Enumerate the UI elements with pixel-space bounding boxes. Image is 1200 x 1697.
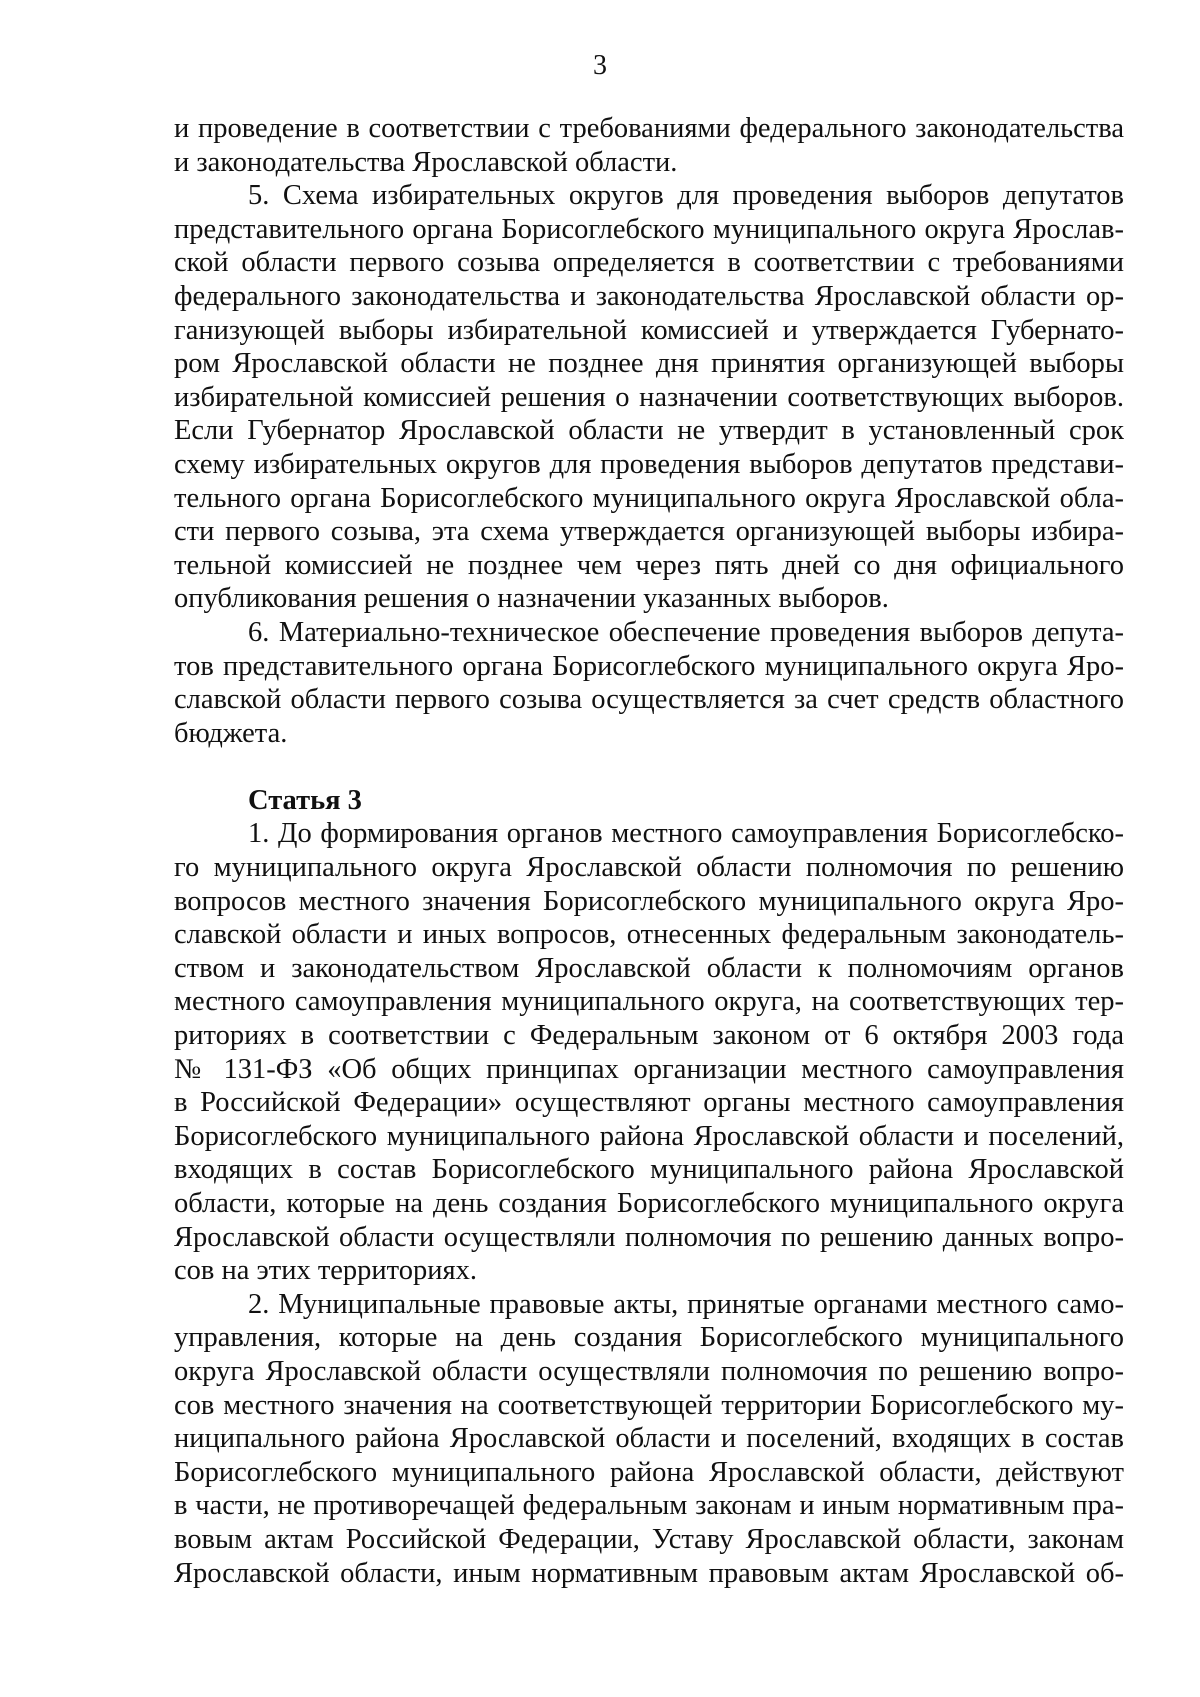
text-line: ством и законодательством Ярославской области к полномочиям органов [174, 952, 1124, 984]
article-heading: Статья 3 [248, 784, 362, 816]
text-line: в части, не противоречащей федеральным законам и иным нормативным пра- [174, 1490, 1124, 1522]
article-3-point-2 [174, 1288, 1124, 1590]
paragraph-point-6 [174, 616, 1124, 750]
article-3-point-1 [174, 817, 1124, 1287]
text-line: и проведение в соответствии с требованиями федерального законодательства [174, 113, 1124, 144]
text-line: тельной комиссией не позднее чем через пять дней со дня официального [174, 549, 1124, 581]
text-line: славской области первого созыва осуществляется за счет средств областного [174, 684, 1124, 716]
text-line: вовым актам Российской Федерации, Уставу Ярославской области, законам [174, 1523, 1124, 1555]
text-line: и законодательства Ярославской области. [174, 146, 678, 178]
text-line: ганизующей выборы избирательной комиссией и утверждается Губернато- [174, 314, 1124, 346]
text-line: ниципального района Ярославской области и поселений, входящих в состав [174, 1423, 1124, 1455]
text-line: 6. Материально-техническое обеспечение проведения выборов депута- [248, 616, 1124, 648]
text-line: тельного органа Борисоглебского муниципального округа Ярославской обла- [174, 482, 1124, 514]
document-body [174, 112, 1124, 1590]
text-line: Ярославской области, иным нормативным правовым актам Ярославской об- [174, 1557, 1124, 1589]
text-line: вопросов местного значения Борисоглебского муниципального округа Яро- [174, 885, 1124, 917]
page-number: 3 [593, 50, 607, 81]
text-line: Если Губернатор Ярославской области не утвердит в установленный срок [174, 415, 1124, 447]
text-line: сов местного значения на соответствующей территории Борисоглебского му- [174, 1389, 1124, 1421]
text-line: тов представительного органа Борисоглебского муниципального округа Яро- [174, 650, 1124, 682]
text-line: ской области первого созыва определяется в соответствии с требованиями [174, 247, 1124, 279]
text-line: го муниципального округа Ярославской области полномочия по решению [174, 852, 1124, 884]
text-line: сти первого созыва, эта схема утверждается организующей выборы избира- [174, 516, 1124, 548]
text-line: опубликования решения о назначении указанных выборов. [174, 583, 889, 615]
text-line: Ярославской области осуществляли полномочия по решению данных вопро- [174, 1221, 1124, 1253]
text-line: представительного органа Борисоглебского муниципального округа Ярослав- [174, 213, 1124, 245]
text-line: бюджета. [174, 717, 288, 749]
paragraph-point-5 [174, 179, 1124, 616]
text-line: 5. Схема избирательных округов для проведения выборов депутатов [248, 180, 1124, 212]
text-line: области, которые на день создания Борисоглебского муниципального округа [174, 1188, 1124, 1219]
text-line: избирательной комиссией решения о назначении соответствующих выборов. [174, 381, 1124, 413]
text-line: 1. До формирования органов местного самоуправления Борисоглебско- [248, 818, 1124, 850]
text-line: Борисоглебского муниципального района Ярославской области и поселений, [174, 1120, 1124, 1152]
text-line: 2. Муниципальные правовые акты, принятые органами местного само- [248, 1288, 1124, 1320]
text-line: Борисоглебского муниципального района Ярославской области, действуют [174, 1456, 1124, 1488]
text-line: риториях в соответствии с Федеральным законом от 6 октября 2003 года [174, 1020, 1124, 1052]
text-line: славской области и иных вопросов, отнесенных федеральным законодатель- [174, 919, 1124, 951]
text-line: округа Ярославской области осуществляли полномочия по решению вопро- [174, 1355, 1124, 1387]
text-line: № 131-ФЗ «Об общих принципах организации местного самоуправления [174, 1053, 1124, 1085]
text-line: в Российской Федерации» осуществляют органы местного самоуправления [174, 1087, 1124, 1119]
text-line: управления, которые на день создания Борисоглебского муниципального [174, 1322, 1124, 1354]
text-line: ром Ярославской области не позднее дня принятия организующей выборы [174, 348, 1124, 380]
text-line: местного самоуправления муниципального округа, на соответствующих тер- [174, 986, 1124, 1018]
text-line: входящих в состав Борисоглебского муниципального района Ярославской [174, 1154, 1124, 1186]
text-line: федерального законодательства и законодательства Ярославской области ор- [174, 280, 1124, 312]
continuation-paragraph [174, 112, 1124, 179]
text-line: сов на этих территориях. [174, 1255, 477, 1287]
text-line: схему избирательных округов для проведения выборов депутатов представи- [174, 448, 1124, 480]
